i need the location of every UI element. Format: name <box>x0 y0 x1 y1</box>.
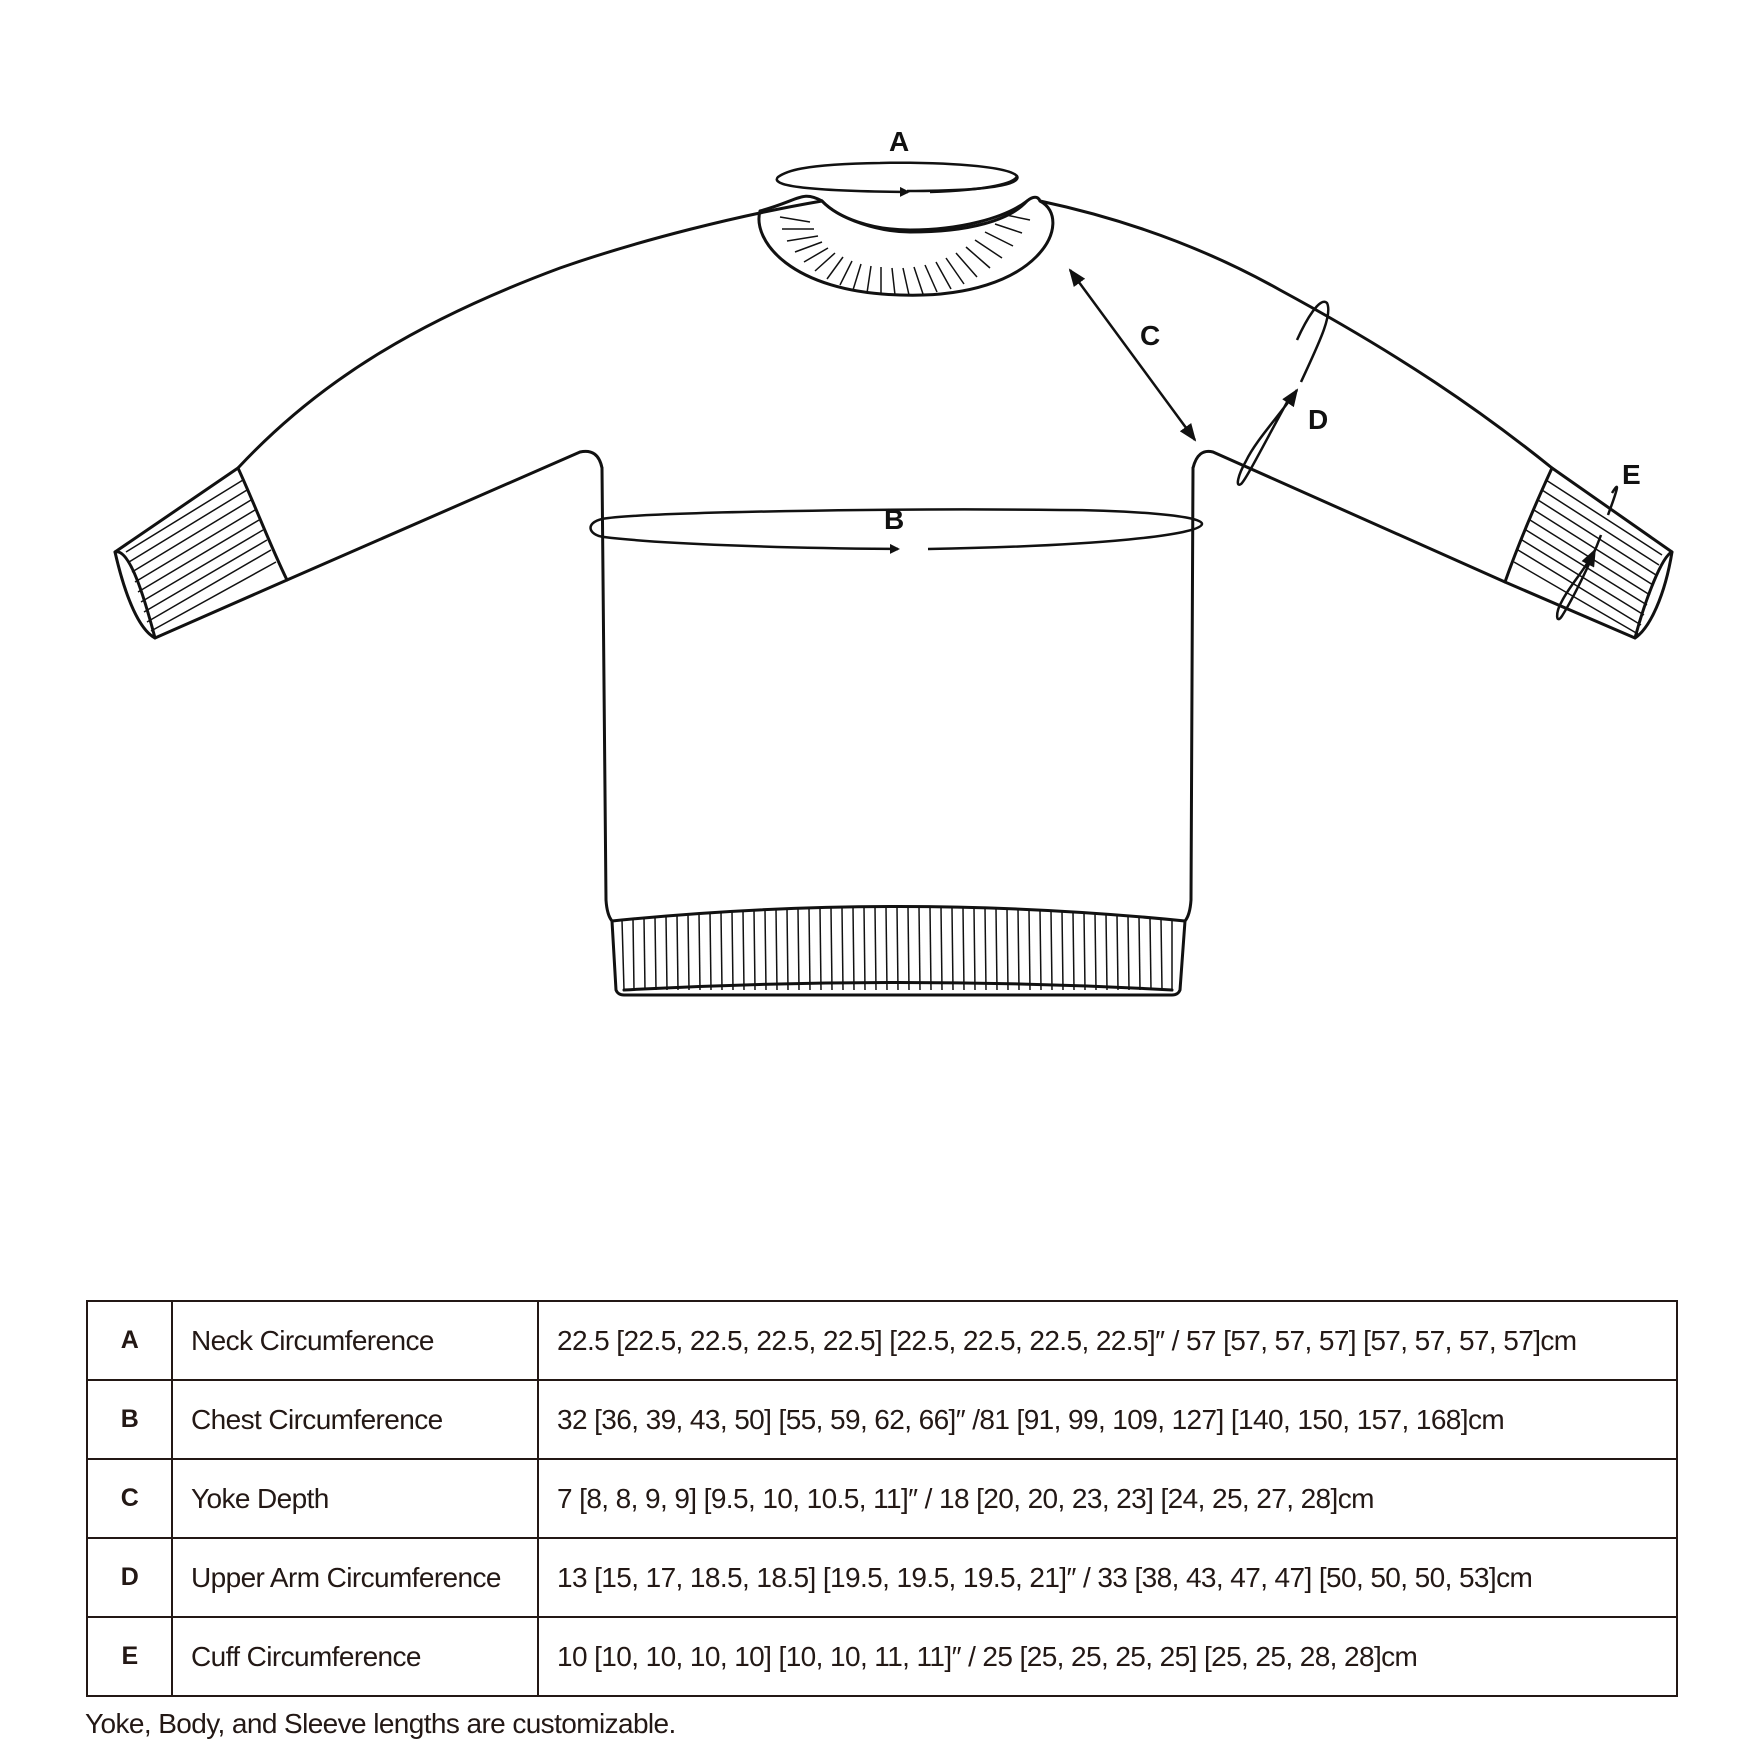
label-e: E <box>1622 459 1641 490</box>
measurement-name: Chest Circumference <box>172 1380 538 1459</box>
label-a: A <box>889 126 910 157</box>
measurement-name: Cuff Circumference <box>172 1617 538 1696</box>
customization-note: Yoke, Body, and Sleeve lengths are customizable. <box>85 1708 676 1739</box>
label-b: B <box>884 504 905 535</box>
table-row <box>87 1301 1677 1380</box>
measurement-name: Upper Arm Circumference <box>172 1538 538 1617</box>
row-key: E <box>87 1617 172 1696</box>
row-key: A <box>87 1301 172 1380</box>
row-key: C <box>87 1459 172 1538</box>
sweater-outline <box>115 196 1672 995</box>
label-d: D <box>1308 404 1329 435</box>
measurement-name: Yoke Depth <box>172 1459 538 1538</box>
measurement-value: 10 [10, 10, 10, 10] [10, 10, 11, 11]″ / 25 [25, 25, 25, 25] [25, 25, 28, 28]cm <box>538 1617 1677 1696</box>
row-key: D <box>87 1538 172 1617</box>
label-c: C <box>1140 320 1161 351</box>
table-row <box>87 1459 1677 1538</box>
yoke-depth-arrow <box>1070 270 1195 440</box>
measurement-name: Neck Circumference <box>172 1301 538 1380</box>
table-row <box>87 1380 1677 1459</box>
measurement-value: 32 [36, 39, 43, 50] [55, 59, 62, 66]″ /81 [91, 99, 109, 127] [140, 150, 157, 168]cm <box>538 1380 1677 1459</box>
upper-arm-measure-loop <box>1238 302 1329 485</box>
measurement-value: 13 [15, 17, 18.5, 18.5] [19.5, 19.5, 19.5, 21]″ / 33 [38, 43, 47, 47] [50, 50, 50, 53]cm <box>538 1538 1677 1617</box>
table-row <box>87 1538 1677 1617</box>
measurement-value: 22.5 [22.5, 22.5, 22.5, 22.5] [22.5, 22.5, 22.5, 22.5]″ / 57 [57, 57, 57] [57, 57, 57, 57]cm <box>538 1301 1677 1380</box>
measurements-table <box>86 1300 1678 1697</box>
hem-ribbing <box>622 907 1172 990</box>
neck-measure-loop <box>777 163 1018 192</box>
measurement-value: 7 [8, 8, 9, 9] [9.5, 10, 10.5, 11]″ / 18 [20, 20, 23, 23] [24, 25, 27, 28]cm <box>538 1459 1677 1538</box>
row-key: B <box>87 1380 172 1459</box>
table-row <box>87 1617 1677 1696</box>
